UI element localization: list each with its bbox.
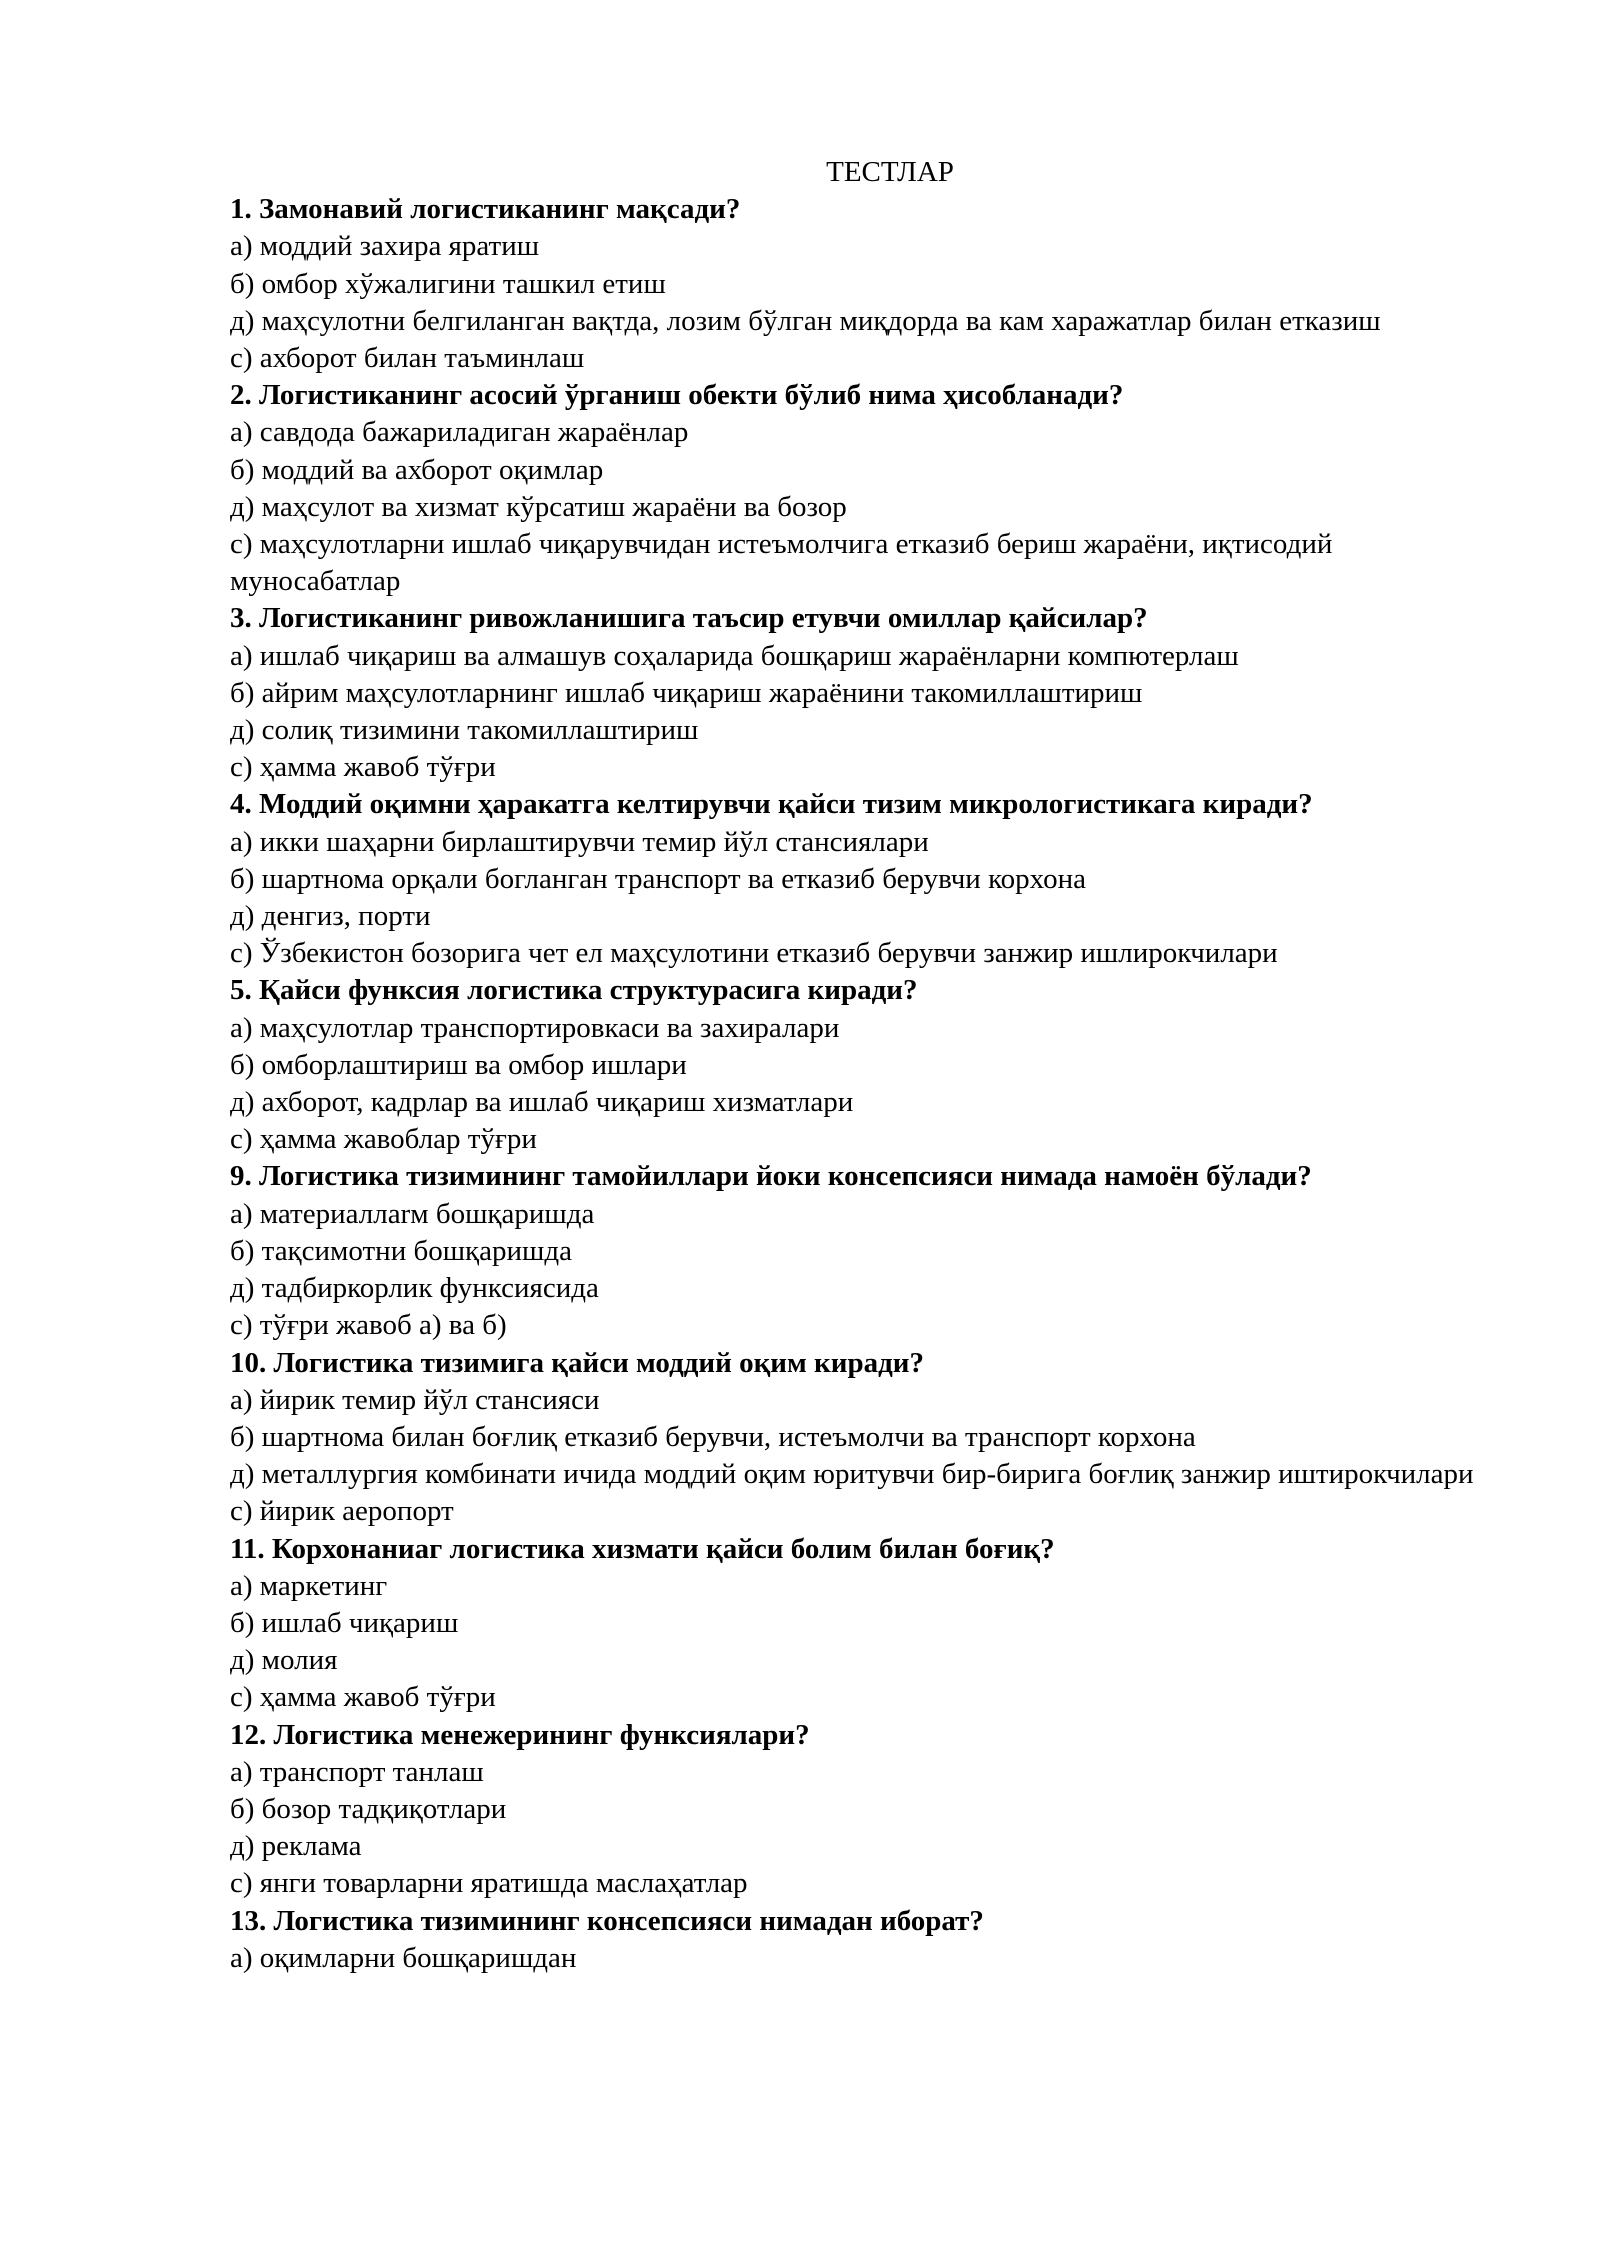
question-text: 2. Логистиканинг асосий ўрганиш обекти бўлиб нима ҳисобланади? [230,379,1124,412]
document-body [230,154,1480,1977]
answer-option: б) омбор хўжалигини ташкил етиш [230,267,666,300]
answer-option: а) савдода бажариладиган жараёнлар [230,416,689,449]
answer-option: б) шартнома билан боғлиқ етказиб берувчи, истеъмолчи ва транспорт корхона [230,1420,1196,1453]
answer-option: с) Ўзбекистон бозорига чет ел маҳсулотини етказиб берувчи занжир ишлирокчилари [230,937,1278,970]
answer-option: с) тўғри жавоб а) ва б) [230,1309,507,1342]
question-block [230,377,1480,600]
answer-option: а) икки шаҳарни бирлаштирувчи темир йўл стансиялари [230,825,929,858]
question-block [230,1158,1480,1344]
answer-option: а) материаллarм бошқаришда [230,1197,595,1230]
answer-option: б) айрим маҳсулотларнинг ишлаб чиқариш жараёнини такомиллаштириш [230,676,1143,709]
question-text: 9. Логистика тизимининг тамойиллари йоки консепсияси нимада намоён бўлади? [230,1160,1312,1193]
answer-option: д) металлургия комбинати ичида моддий оқим юритувчи бир-бирига боғлиқ занжир иштирокчилари [230,1458,1474,1491]
question-block [230,600,1480,786]
answer-option: а) транспорт танлаш [230,1755,484,1788]
answer-option: д) денгиз, порти [230,900,431,933]
answer-option: б) шартнома орқали богланган транспорт ва етказиб берувчи корхона [230,862,1086,895]
question-block [230,1903,1480,1977]
document-title: ТЕСТЛАР [826,156,954,188]
question-list [230,191,1480,1977]
question-block [230,1717,1480,1903]
answer-option: а) ишлаб чиқариш ва алмашув соҳаларида бошқариш жараёнларни компютерлаш [230,639,1239,672]
answer-option: а) оқимларни бошқаришдан [230,1941,577,1974]
answer-option: д) солиқ тизимини такомиллаштириш [230,714,699,747]
answer-option: б) бозор тадқиқотлари [230,1792,507,1825]
question-block [230,786,1480,972]
answer-option: а) маҳсулотлар транспортировкаси ва захиралари [230,1011,840,1044]
answer-option: д) маҳсулот ва хизмат кўрсатиш жараёни ва бозор [230,490,847,523]
question-text: 12. Логистика менежерининг функсиялари? [230,1718,810,1751]
answer-option: с) ахборот билан таъминлаш [230,342,585,375]
answer-option: д) ахборот, кадрлар ва ишлаб чиқариш хизматлари [230,1086,854,1119]
question-text: 13. Логистика тизимининг консепсияси нимадан иборат? [230,1904,984,1937]
answer-option: д) тадбиркорлик функсиясида [230,1272,599,1305]
answer-option: с) ҳамма жавоб тўғри [230,751,496,784]
answer-option: б) ишлаб чиқариш [230,1606,459,1639]
answer-option: с) маҳсулотларни ишлаб чиқарувчидан истеъмолчига етказиб бериш жараёни, иқтисодий муносабатлар [230,528,1333,598]
answer-option: с) йирик аеропорт [230,1495,454,1528]
question-block [230,1345,1480,1531]
question-text: 11. Корхонаниаг логистика хизмати қайси болим билан боғиқ? [230,1532,1055,1565]
question-block [230,1531,1480,1717]
answer-option: б) тақсимотни бошқаришда [230,1234,572,1267]
answer-option: б) омборлаштириш ва омбор ишлари [230,1048,687,1081]
question-text: 1. Замонавий логистиканинг мақсади? [230,193,741,226]
answer-option: а) моддий захира яратиш [230,230,540,263]
question-block [230,972,1480,1158]
question-text: 3. Логистиканинг ривожланишига таъсир етувчи омиллар қайсилар? [230,602,1148,635]
answer-option: д) маҳсулотни белгиланган вақтда, лозим бўлган миқдорда ва кам харажатлар билан етказиш [230,304,1381,337]
answer-option: д) реклама [230,1830,362,1863]
answer-option: б) моддий ва ахборот оқимлар [230,453,604,486]
question-text: 4. Моддий оқимни ҳаракатга келтирувчи қайси тизим микрологистикага киради? [230,788,1313,821]
answer-option: с) ҳамма жавоблар тўғри [230,1123,537,1156]
answer-option: с) ҳамма жавоб тўғри [230,1681,496,1714]
question-text: 5. Қайси функсия логистика структурасига киради? [230,974,918,1007]
answer-option: а) маркетинг [230,1569,388,1602]
question-text: 10. Логистика тизимига қайси моддий оқим киради? [230,1346,924,1379]
answer-option: а) йирик темир йўл стансияси [230,1383,600,1416]
answer-option: с) янги товарларни яратишда маслаҳатлар [230,1867,748,1900]
question-block [230,191,1480,377]
answer-option: д) молия [230,1644,338,1677]
